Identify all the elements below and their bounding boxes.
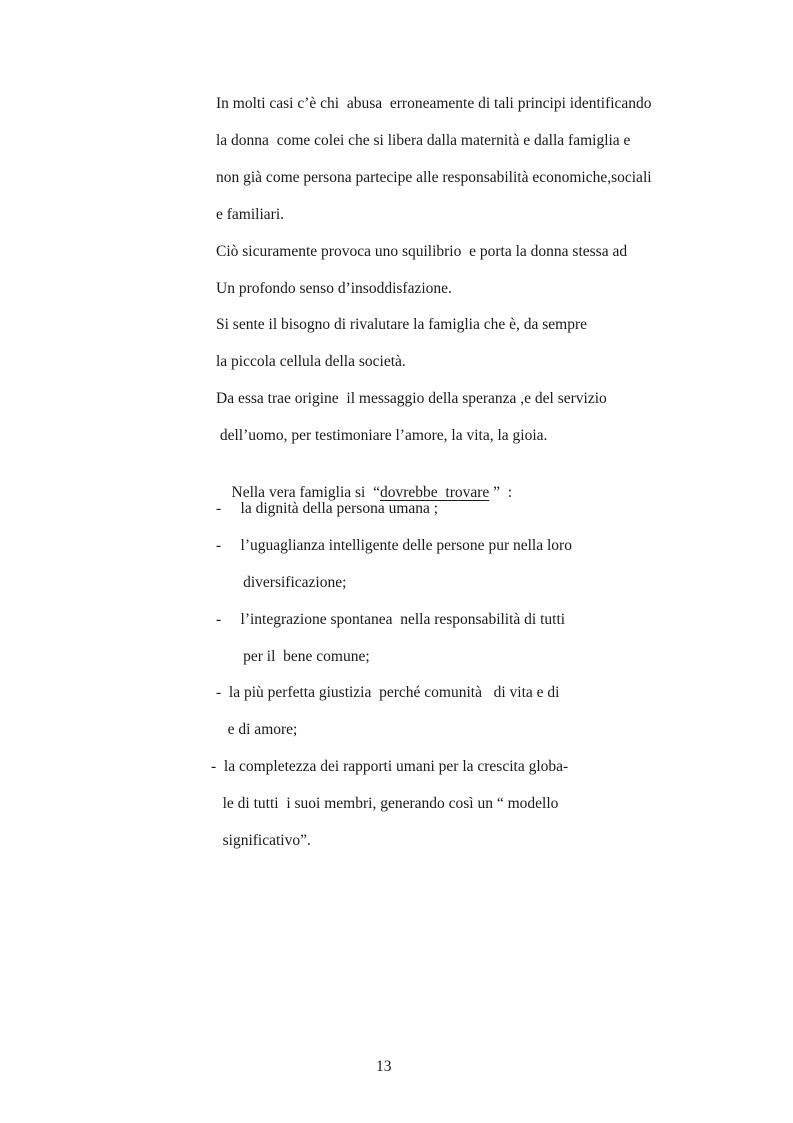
list-item-continuation: per il bene comune;	[216, 648, 370, 665]
list-item: - la dignità della persona umana ;	[216, 500, 439, 517]
underlined-phrase: dovrebbe trovare	[379, 484, 490, 501]
text-line: In molti casi c’è chi abusa erroneamente di tali principi identificando	[216, 95, 652, 112]
list-item: - l’uguaglianza intelligente delle persone pur nella loro	[216, 537, 572, 554]
list-item-continuation: e di amore;	[216, 721, 298, 738]
list-item: - la completezza dei rapporti umani per la crescita globa-	[211, 758, 569, 775]
text-line: e familiari.	[216, 206, 284, 223]
text-line: Da essa trae origine il messaggio della speranza ,e del servizio	[216, 390, 607, 407]
list-item-continuation: significativo”.	[211, 832, 311, 849]
text-line: non già come persona partecipe alle responsabilità economiche,sociali	[216, 169, 652, 186]
list-item: - l’integrazione spontanea nella responsabilità di tutti	[216, 611, 566, 628]
text-line: Un profondo senso d’insoddisfazione.	[216, 280, 452, 297]
list-item-continuation: diversificazione;	[216, 574, 347, 591]
text-line: la piccola cellula della società.	[216, 353, 406, 370]
list-item-continuation: le di tutti i suoi membri, generando così un “ modello	[211, 795, 559, 812]
list-item: - la più perfetta giustizia perché comunità di vita e di	[216, 684, 560, 701]
text-segment: ” :	[489, 484, 513, 501]
text-segment: Nella vera famiglia si “	[231, 484, 380, 501]
text-line: Si sente il bisogno di rivalutare la famiglia che è, da sempre	[216, 316, 588, 333]
page-number: 13	[376, 1058, 392, 1075]
text-line: la donna come colei che si libera dalla maternità e dalla famiglia e	[216, 132, 631, 149]
text-line: dell’uomo, per testimoniare l’amore, la vita, la gioia.	[216, 427, 548, 444]
text-line: Ciò sicuramente provoca uno squilibrio e porta la donna stessa ad	[216, 243, 628, 260]
